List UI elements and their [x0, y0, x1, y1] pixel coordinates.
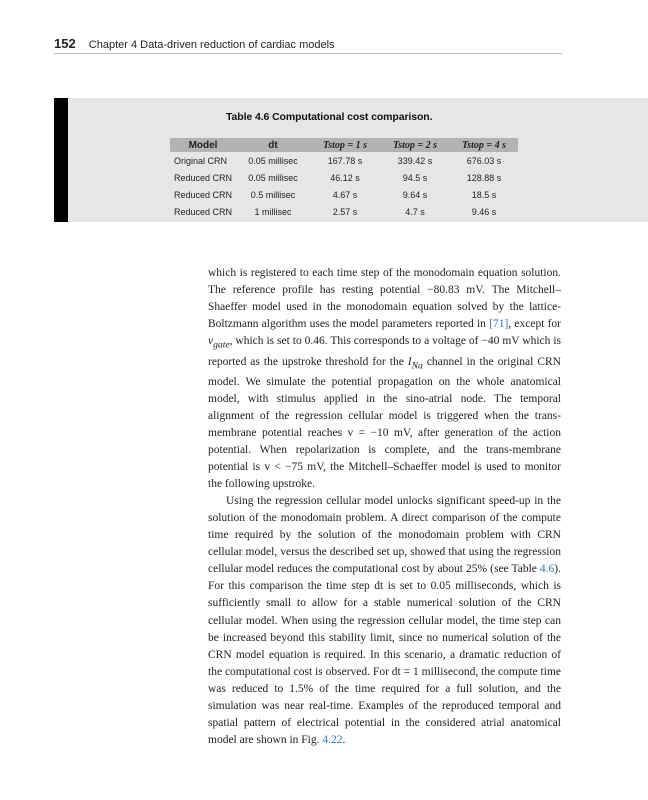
- table-side-bar: [54, 98, 68, 222]
- col-header-tstop-4: Tstop = 4 s: [450, 138, 518, 152]
- page-header: [54, 36, 562, 51]
- p1-text-b: , except for: [508, 318, 561, 331]
- p2-text-b: ). For this comparison the time step dt is set to 0.05 milliseconds, which is sufficiently small to allow for a stable numerical solution of the CRN cellular model. When using the regression cellular model, the time step can be increased beyond this stability limit, since no numerical solution of the CRN model equation is required. In this scenario, a dramatic reduction of the computational cost is observed. For dt = 1 millisecond, the compute time was reduced to 1.5% of the time required for a full solution, and the simulation was near real-time. Examples of the reproduced temporal and spatial pattern of electrical potential in the considered atrial anatomical model are shown in Fig.: [208, 563, 561, 746]
- p1-text-c: , which is set to 0.46. This corresponds to a voltage of −40 mV which is reported as the upstroke threshold for the: [208, 335, 561, 368]
- table-caption: Table 4.6 Computational cost comparison.: [226, 111, 433, 123]
- cell-dt: 0.05 millisec: [248, 155, 298, 166]
- cell-tstop-1: 167.78 s: [327, 155, 363, 166]
- p2-text-a: Using the regression cellular model unlocks significant speed-up in the solution of the monodomain problem. A direct comparison of the compute time required by the solution of the monodomain problem with CRN cellular model, versus the described set up, showed that using the regression cellular model reduces the computational cost by about 25% (see Table: [208, 495, 561, 576]
- cell-tstop-1: 46.12 s: [330, 172, 360, 183]
- cell-model: Reduced CRN: [174, 172, 233, 183]
- cell-tstop-4: 128.88 s: [466, 172, 502, 183]
- page-number: 152: [54, 36, 76, 51]
- p2-text-c: .: [342, 733, 346, 746]
- table-row: [170, 169, 518, 186]
- table-box: [54, 98, 648, 222]
- table-row: [170, 152, 518, 169]
- col-header-tstop-1: Tstop = 1 s: [310, 138, 380, 152]
- paragraph-1: which is registered to each time step of the monodomain equation solution. The reference profile has resting potential −80.83 mV. The Mitchell–Shaeffer model used in the monodomain equation solved by the lattice-Boltzmann algorithm uses the model parameters reported in [71], except for $v_{gate}$, which is set to 0.46. This corresponds to a voltage of −40 mV which is reported as the upstroke threshold for the $I_{Na}$ channel in the original CRN model. We simulate the potential propagation on the whole anatomical model, with stimulus applied in the sino-atrial node. The temporal alignment of the regression cellular model is triggered when the trans-membrane potential reaches v = −10 mV, after generation of the action potential. When repolarization is complete, and the trans-membrane potential is v < −75 mV, the Mitchell–Schaeffer model is used to monitor the following upstroke.: [208, 267, 561, 491]
- cell-model: Reduced CRN: [174, 206, 233, 217]
- cell-tstop-2: 4.7 s: [405, 206, 425, 217]
- cell-tstop-2: 9.64 s: [402, 189, 428, 200]
- cell-tstop-4: 18.5 s: [471, 189, 497, 200]
- table-row: [170, 186, 518, 203]
- cell-tstop-2: 339.42 s: [397, 155, 433, 166]
- figure-ref-link[interactable]: 4.22: [322, 733, 343, 746]
- table-ref-link[interactable]: 4.6: [539, 563, 555, 576]
- col-header-tstop-2: Tstop = 2 s: [380, 138, 450, 152]
- running-title: Chapter 4 Data-driven reduction of cardiac models: [88, 39, 335, 51]
- col-header-model: Model: [170, 138, 236, 152]
- col-header-dt: dt: [236, 138, 310, 152]
- p1-text-d: channel in the original CRN model. We simulate the potential propagation on the whole anatomical model, with stimulus applied in the sino-atrial node. The temporal alignment of the regression cellular model is triggered when the trans-membrane potential reaches v = −10 mV, after generation of the action potential. When repolarization is complete, and the trans-membrane potential is v < −75 mV, the Mitchell–Schaeffer model is used to monitor the following upstroke.: [208, 355, 561, 491]
- cell-tstop-4: 9.46 s: [471, 206, 497, 217]
- header-rule: [54, 53, 562, 54]
- cell-tstop-4: 676.03 s: [466, 155, 502, 166]
- cell-model: Reduced CRN: [174, 189, 233, 200]
- cell-dt: 0.05 millisec: [248, 172, 298, 183]
- body-text: [208, 265, 561, 749]
- table-row: [170, 203, 518, 220]
- cell-dt: 0.5 millisec: [250, 189, 296, 200]
- cell-dt: 1 millisec: [254, 206, 292, 217]
- cost-table: [170, 138, 518, 220]
- citation-link-71[interactable]: [71]: [489, 318, 509, 331]
- cell-tstop-1: 4.67 s: [332, 189, 358, 200]
- p1-text-a: which is registered to each time step of the monodomain equation solution. The reference profile has resting potential −80.83 mV. The Mitchell–Shaeffer model used in the monodomain equation solved by the lattice-Boltzmann algorithm uses the model parameters reported in: [208, 267, 561, 331]
- table-header-row: [170, 138, 518, 152]
- cell-tstop-1: 2.57 s: [332, 206, 358, 217]
- cell-model: Original CRN: [174, 155, 228, 166]
- cell-tstop-2: 94.5 s: [402, 172, 428, 183]
- paragraph-2: [208, 493, 561, 749]
